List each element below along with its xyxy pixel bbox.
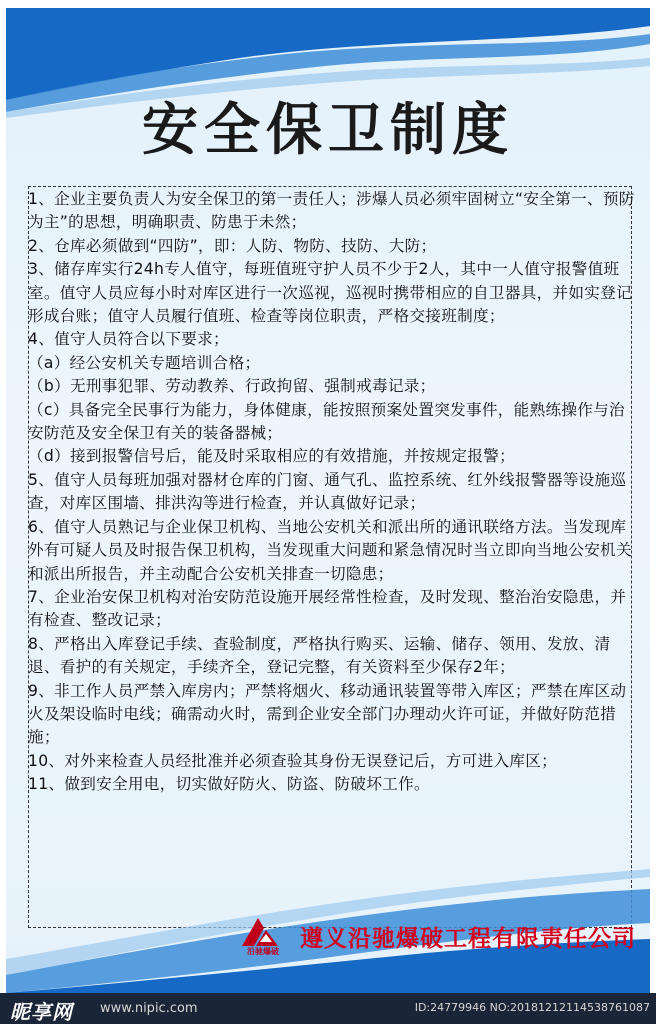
watermark-logo: 昵享网 xyxy=(10,1000,73,1024)
rule-item: （b）无刑事犯罪、劳动教养、行政拘留、强制戒毒记录； xyxy=(28,377,436,396)
rule-item: （c）具备完全民事行为能力，身体健康，能按照预案处置突发事件，能熟练操作与治安防范及安全保卫有关的装备器械； xyxy=(28,400,625,443)
rule-item: 6、值守人员熟记与企业保卫机构、当地公安机关和派出所的通讯联络方法。当发现库外有可疑人员及时报告保卫机构，当发现重大问题和紧急情况时当立即向当地公安机关和派出所报告，并主动配合公安机关排查一切隐患； xyxy=(28,517,632,583)
company-footer xyxy=(236,908,656,968)
rule-item: （a）经公安机关专题培训合格； xyxy=(28,353,261,372)
rule-item: 2、仓库必须做到“四防”，即：人防、物防、技防、大防； xyxy=(28,236,437,255)
rules-list xyxy=(28,188,640,797)
page-title: 安全保卫制度 xyxy=(142,97,514,163)
rule-item: 11、做到安全用电，切实做好防火、防盗、防破坏工作。 xyxy=(28,775,430,794)
safety-poster xyxy=(6,8,650,993)
rule-item: 5、值守人员每班加强对器材仓库的门窗、通气孔、监控系统、红外线报警器等设施巡查，对库区围墙、排洪沟等进行检查，并认真做好记录； xyxy=(28,470,627,513)
rule-item: 9、非工作人员严禁入库房内；严禁将烟火、移动通讯装置等带入库区；严禁在库区动火及架设临时电线；确需动火时，需到企业安全部门办理动火许可证，并做好防范措施； xyxy=(28,681,627,747)
logo-label: 沿驰爆破 xyxy=(247,947,279,956)
watermark-url: www.nipic.com xyxy=(100,1001,198,1016)
rule-item: （d）接到报警信号后，能及时采取相应的有效措施，并按规定报警； xyxy=(28,447,516,466)
company-name: 遵义沿驰爆破工程有限责任公司 xyxy=(300,925,636,952)
watermark-id: ID:24779946 NO:20181212114538761087 xyxy=(414,1001,650,1014)
rule-item: 7、企业治安保卫机构对治安防范设施开展经常性检查，及时发现、整治治安隐患，并有检查、整改记录； xyxy=(28,587,627,630)
rule-item: 1、企业主要负责人为安全保卫的第一责任人；涉爆人员必须牢固树立“安全第一、预防为主”的思想，明确职责、防患于未然； xyxy=(28,190,635,232)
rule-item: 4、值守人员符合以下要求； xyxy=(28,330,229,349)
rule-item: 3、储存库实行24h专人值守，每班值班守护人员不少于2人，其中一人值守报警值班室。值守人员应每小时对库区进行一次巡视，巡视时携带相应的自卫器具，并如实登记形成台账；值守人员履行值班、检查等岗位职责，严格交接班制度； xyxy=(28,260,632,326)
rule-item: 8、严格出入库登记手续、查验制度，严格执行购买、运输、储存、领用、发放、清退、看护的有关规定，手续齐全，登记完整，有关资料至少保存2年； xyxy=(28,634,611,677)
rule-item: 10、对外来检查人员经批准并必须查验其身份无误登记后，方可进入库区； xyxy=(28,751,558,770)
